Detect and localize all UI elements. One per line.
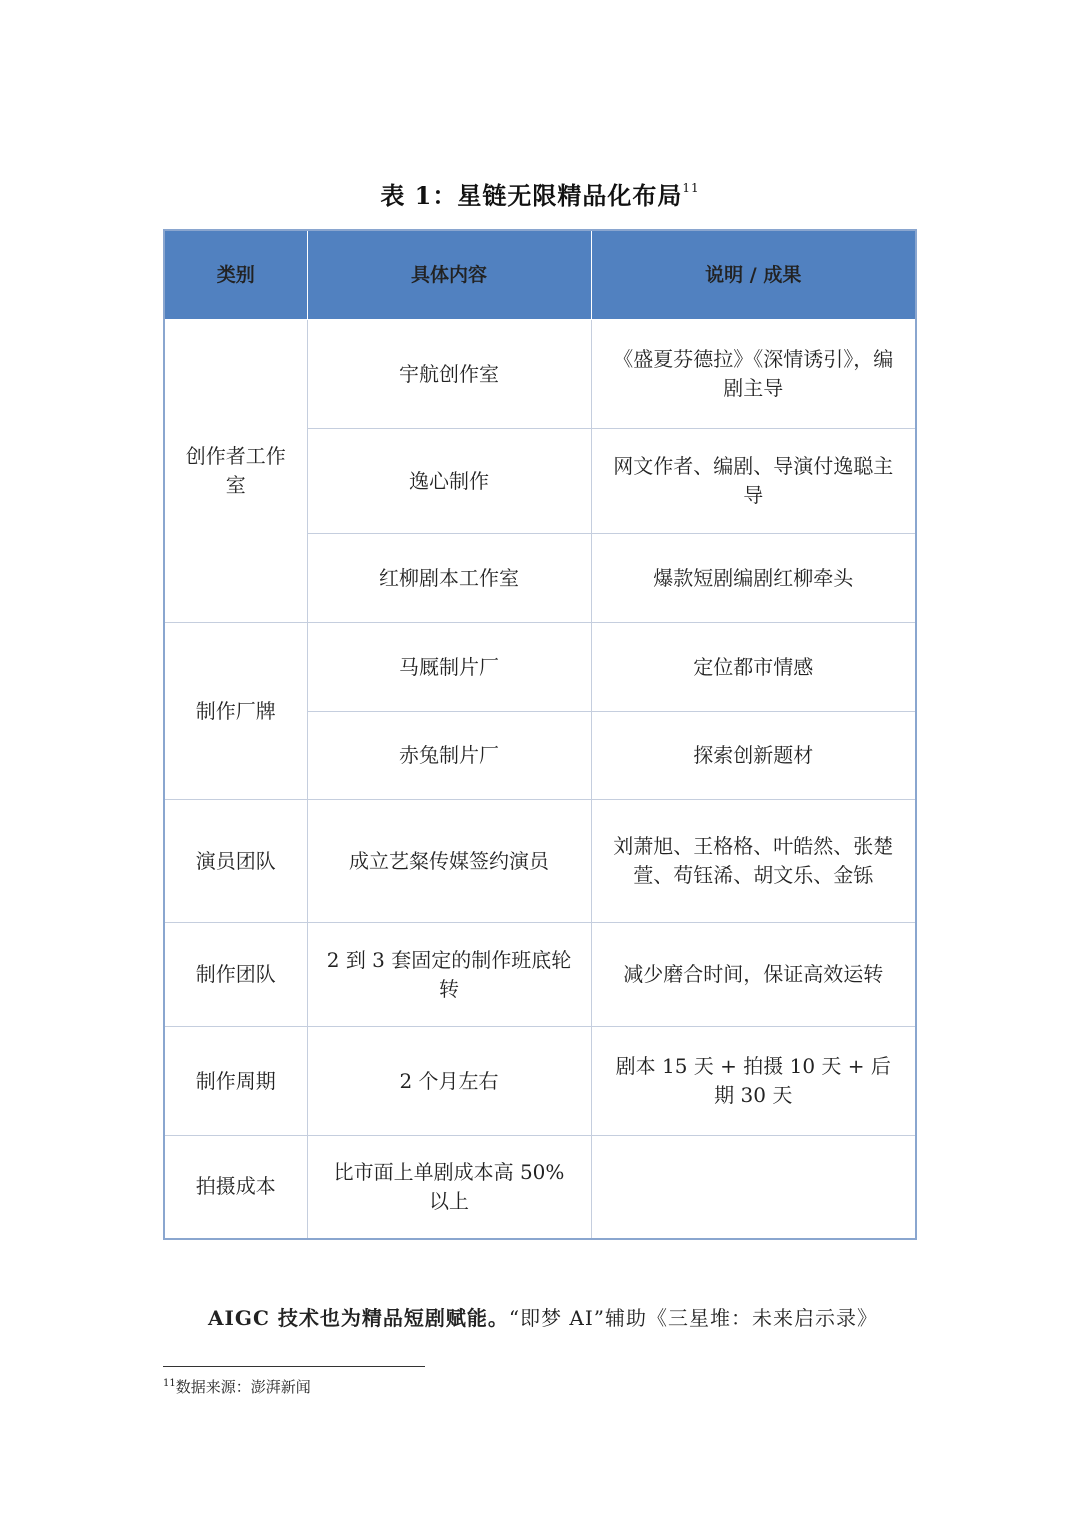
body-bold-text: AIGC 技术也为精品短剧赋能。 <box>208 1306 509 1330</box>
content-cell: 2 个月左右 <box>307 1027 591 1136</box>
header-result: 说明 / 成果 <box>591 230 916 320</box>
table-row <box>164 623 916 712</box>
header-category: 类别 <box>164 230 307 320</box>
header-content: 具体内容 <box>307 230 591 320</box>
body-paragraph <box>208 1302 878 1331</box>
result-cell: 探索创新题材 <box>591 712 916 800</box>
table-row <box>164 800 916 923</box>
content-cell: 比市面上单剧成本高 50% 以上 <box>307 1136 591 1239</box>
layout-table <box>163 229 917 1240</box>
result-cell: 减少磨合时间，保证高效运转 <box>591 923 916 1027</box>
category-cell: 制作周期 <box>164 1027 307 1136</box>
body-rest-text: “即梦 AI”辅助《三星堆：未来启示录》 <box>508 1306 878 1330</box>
footnote-divider <box>163 1366 425 1367</box>
result-cell <box>591 1136 916 1239</box>
table-row <box>164 320 916 429</box>
category-cell: 拍摄成本 <box>164 1136 307 1239</box>
category-cell: 演员团队 <box>164 800 307 923</box>
content-cell: 宇航创作室 <box>307 320 591 429</box>
content-cell: 马厩制片厂 <box>307 623 591 712</box>
footnote-number: 11 <box>163 1378 176 1389</box>
table-row <box>164 1136 916 1239</box>
footnote <box>163 1376 311 1397</box>
header-row <box>164 230 916 320</box>
content-cell: 赤兔制片厂 <box>307 712 591 800</box>
content-cell: 成立艺粲传媒签约演员 <box>307 800 591 923</box>
result-cell: 刘萧旭、王格格、叶皓然、张楚萱、苟钰浠、胡文乐、金铄 <box>591 800 916 923</box>
result-cell: 网文作者、编剧、导演付逸聪主导 <box>591 429 916 534</box>
footnote-ref[interactable]: 11 <box>682 181 700 195</box>
result-cell: 定位都市情感 <box>591 623 916 712</box>
result-cell: 《盛夏芬德拉》《深情诱引》，编剧主导 <box>591 320 916 429</box>
category-cell: 创作者工作室 <box>164 320 307 623</box>
content-cell: 逸心制作 <box>307 429 591 534</box>
table-title: 表 1：星链无限精品化布局$^{11}$ <box>380 181 700 210</box>
category-cell: 制作团队 <box>164 923 307 1027</box>
content-cell: 红柳剧本工作室 <box>307 534 591 623</box>
table-row <box>164 923 916 1027</box>
result-cell: 爆款短剧编剧红柳牵头 <box>591 534 916 623</box>
result-cell: 剧本 15 天 + 拍摄 10 天 + 后期 30 天 <box>591 1027 916 1136</box>
content-cell: 2 到 3 套固定的制作班底轮转 <box>307 923 591 1027</box>
category-cell: 制作厂牌 <box>164 623 307 800</box>
footnote-text: 数据来源：澎湃新闻 <box>175 1378 311 1396</box>
table-row <box>164 1027 916 1136</box>
